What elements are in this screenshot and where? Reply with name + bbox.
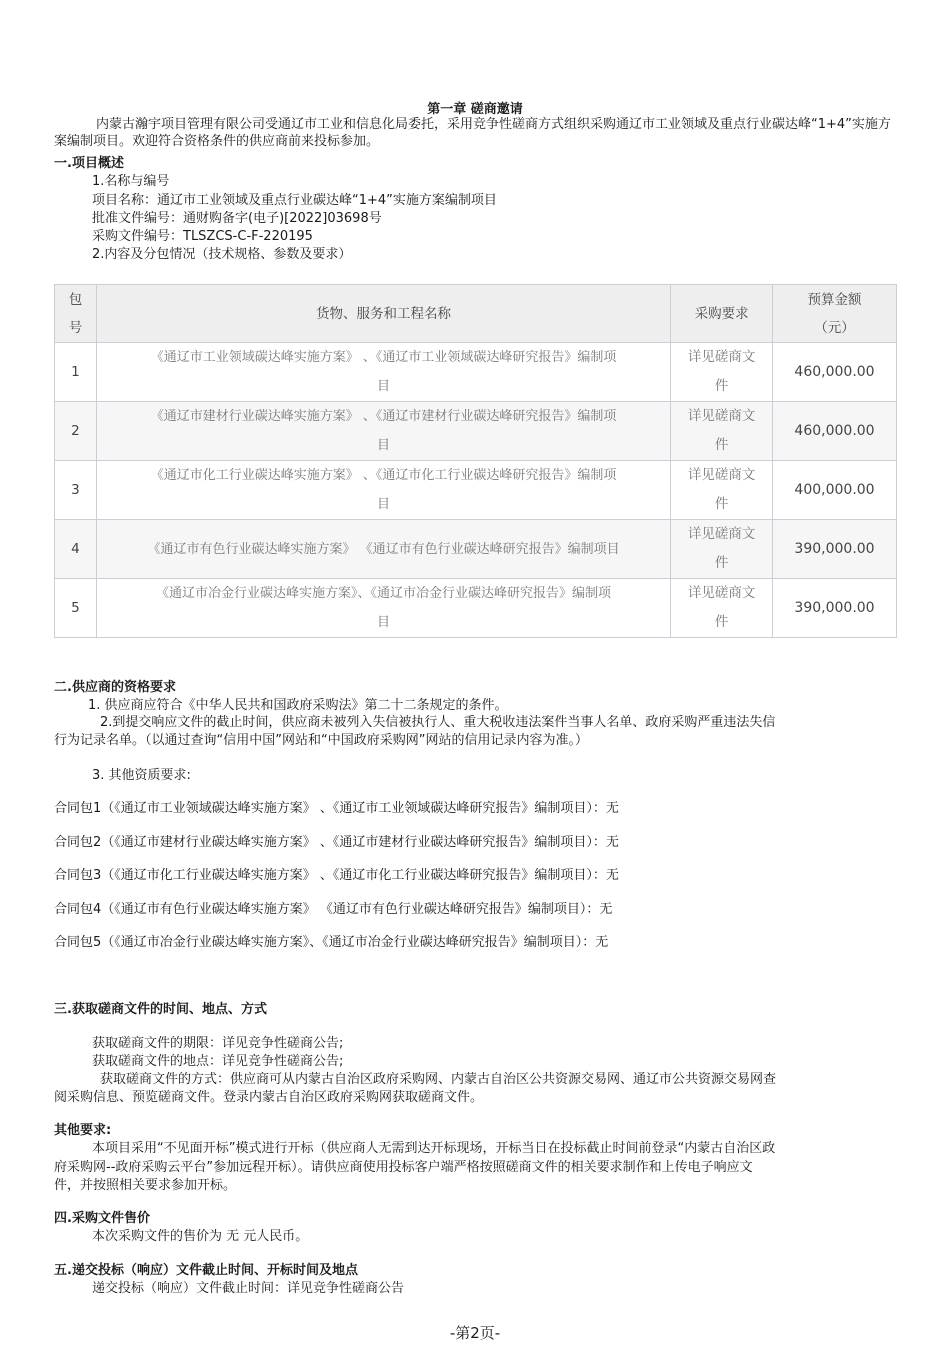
chapter-title: 第一章 磋商邀请 xyxy=(427,102,523,117)
row-item-name-line1: 《通辽市有色行业碳达峰实施方案》 《通辽市有色行业碳达峰研究报告》编制项目 xyxy=(147,541,620,557)
row-requirement-line1: 详见磋商文 xyxy=(687,408,756,424)
row-requirement-line1: 详见磋商文 xyxy=(687,467,756,483)
header-budget-line2: （元） xyxy=(814,319,855,336)
page-number: -第2页- xyxy=(449,1324,501,1342)
document-price: 本次采购文件的售价为 无 元人民币。 xyxy=(92,1229,309,1244)
row-requirement xyxy=(671,579,773,638)
acquisition-location: 获取磋商文件的地点：详见竞争性磋商公告; xyxy=(92,1054,344,1069)
table-row xyxy=(55,402,897,461)
row-item-name-line1: 《通辽市化工行业碳达峰实施方案》 、《通辽市化工行业碳达峰研究报告》编制项 xyxy=(150,468,617,483)
header-item-name: 货物、服务和工程名称 xyxy=(96,285,670,343)
package-table xyxy=(54,284,897,638)
row-package-no: 3 xyxy=(55,461,97,520)
row-requirement-line1: 详见磋商文 xyxy=(687,585,756,601)
table-header-row xyxy=(55,285,897,343)
row-budget-amount: 460,000.00 xyxy=(773,402,897,461)
row-item-name xyxy=(96,461,670,520)
row-requirement-line2: 件 xyxy=(714,555,729,571)
contract-package-4: 合同包4（《通辽市有色行业碳达峰实施方案》 《通辽市有色行业碳达峰研究报告》编制项目）：无 xyxy=(54,902,613,917)
contract-package-2: 合同包2（《通辽市建材行业碳达峰实施方案》 、《通辽市建材行业碳达峰研究报告》编制项目）：无 xyxy=(54,835,619,850)
acquisition-method-line2: 阅采购信息、预览磋商文件。登录内蒙古自治区政府采购网获取磋商文件。 xyxy=(54,1090,484,1105)
table-row xyxy=(55,461,897,520)
header-requirement: 采购要求 xyxy=(671,285,773,343)
acquisition-method-line1: 获取磋商文件的方式：供应商可从内蒙古自治区政府采购网、内蒙古自治区公共资源交易网、通辽市公共资源交易网查 xyxy=(100,1072,777,1087)
row-package-no: 5 xyxy=(55,579,97,638)
row-item-name-line2: 目 xyxy=(377,615,391,630)
row-item-name-line1: 《通辽市工业领域碳达峰实施方案》 、《通辽市工业领域碳达峰研究报告》编制项 xyxy=(150,350,617,365)
section1-heading: 一.项目概述 xyxy=(54,156,124,171)
row-requirement xyxy=(671,520,773,579)
row-budget-amount: 390,000.00 xyxy=(773,520,897,579)
row-package-no: 2 xyxy=(55,402,97,461)
qualification-item-3: 3. 其他资质要求: xyxy=(92,768,191,783)
acquisition-period: 获取磋商文件的期限：详见竞争性磋商公告; xyxy=(92,1036,344,1051)
row-budget-amount: 460,000.00 xyxy=(773,343,897,402)
row-item-name-line2: 目 xyxy=(377,379,391,394)
table-row xyxy=(55,579,897,638)
other-requirements-line1: 本项目采用“不见面开标”模式进行开标（供应商人无需到达开标现场，开标当日在投标截止时间前登录“内蒙古自治区政 xyxy=(92,1141,776,1156)
name-and-number-subheading: 1.名称与编号 xyxy=(92,174,170,189)
table-row xyxy=(55,343,897,402)
header-budget-line1: 预算金额 xyxy=(807,291,862,308)
row-package-no: 1 xyxy=(55,343,97,402)
row-requirement-line1: 详见磋商文 xyxy=(687,526,756,542)
row-package-no: 4 xyxy=(55,520,97,579)
row-item-name xyxy=(96,520,670,579)
row-item-name-line2: 目 xyxy=(377,438,391,453)
row-requirement-line2: 件 xyxy=(714,614,729,630)
row-item-name-line2: 目 xyxy=(377,497,391,512)
row-item-name-line1: 《通辽市冶金行业碳达峰实施方案》、《通辽市冶金行业碳达峰研究报告》编制项 xyxy=(156,586,612,601)
qualification-item-2-line1: 2.到提交响应文件的截止时间，供应商未被列入失信被执行人、重大税收违法案件当事人名单、政府采购严重违法失信 xyxy=(100,715,776,730)
row-requirement xyxy=(671,461,773,520)
row-item-name xyxy=(96,402,670,461)
row-requirement-line2: 件 xyxy=(714,378,729,394)
section2-heading: 二.供应商的资格要求 xyxy=(54,680,176,695)
section4-heading: 四.采购文件售价 xyxy=(54,1211,150,1226)
approval-number: 批准文件编号：通财购备字(电子)[2022]03698号 xyxy=(92,211,382,226)
row-requirement-line2: 件 xyxy=(714,437,729,453)
row-requirement-line1: 详见磋商文 xyxy=(687,349,756,365)
qualification-item-1: 1. 供应商应符合《中华人民共和国政府采购法》第二十二条规定的条件。 xyxy=(88,698,508,713)
section5-heading: 五.递交投标（响应）文件截止时间、开标时间及地点 xyxy=(54,1263,358,1278)
row-budget-amount: 390,000.00 xyxy=(773,579,897,638)
header-package-no-line2: 号 xyxy=(68,319,83,336)
row-item-name xyxy=(96,343,670,402)
other-requirements-line2: 府采购网--政府采购云平台”参加远程开标）。请供应商使用投标客户端严格按照磋商文件的相关要求制作和上传电子响应文 xyxy=(54,1160,753,1175)
contract-package-1: 合同包1（《通辽市工业领域碳达峰实施方案》 、《通辽市工业领域碳达峰研究报告》编制项目）：无 xyxy=(54,801,619,816)
row-budget-amount: 400,000.00 xyxy=(773,461,897,520)
row-item-name-line1: 《通辽市建材行业碳达峰实施方案》 、《通辽市建材行业碳达峰研究报告》编制项 xyxy=(150,409,617,424)
other-requirements-heading: 其他要求: xyxy=(54,1123,112,1138)
section3-heading: 三.获取磋商文件的时间、地点、方式 xyxy=(54,1002,267,1017)
procurement-doc-number: 采购文件编号：TLSZCS-C-F-220195 xyxy=(92,229,313,244)
content-subheading: 2.内容及分包情况（技术规格、参数及要求） xyxy=(92,247,352,262)
contract-package-5: 合同包5（《通辽市冶金行业碳达峰实施方案》、《通辽市冶金行业碳达峰研究报告》编制项目）：无 xyxy=(54,935,609,950)
project-name: 项目名称：通辽市工业领域及重点行业碳达峰“1+4”实施方案编制项目 xyxy=(92,193,497,208)
other-requirements-line3: 件，并按照相关要求参加开标。 xyxy=(54,1178,237,1193)
contract-package-3: 合同包3（《通辽市化工行业碳达峰实施方案》 、《通辽市化工行业碳达峰研究报告》编制项目）：无 xyxy=(54,868,619,883)
submission-deadline: 递交投标（响应）文件截止时间：详见竞争性磋商公告 xyxy=(92,1281,405,1296)
header-budget xyxy=(773,285,897,343)
row-requirement-line2: 件 xyxy=(714,496,729,512)
row-requirement xyxy=(671,343,773,402)
qualification-item-2-line2: 行为记录名单。（以通过查询“信用中国”网站和“中国政府采购网”网站的信用记录内容为准。） xyxy=(54,733,588,748)
row-requirement xyxy=(671,402,773,461)
header-package-no-line1: 包 xyxy=(68,291,83,308)
table-row xyxy=(55,520,897,579)
header-package-no xyxy=(55,285,97,343)
intro-paragraph: 内蒙古瀚宇项目管理有限公司受通辽市工业和信息化局委托，采用竞争性磋商方式组织采购通辽市工业领域及重点行业碳达峰“1+4”实施方案编制项目。欢迎符合资格条件的供应商前来投标参加。 xyxy=(54,117,891,149)
row-item-name xyxy=(96,579,670,638)
